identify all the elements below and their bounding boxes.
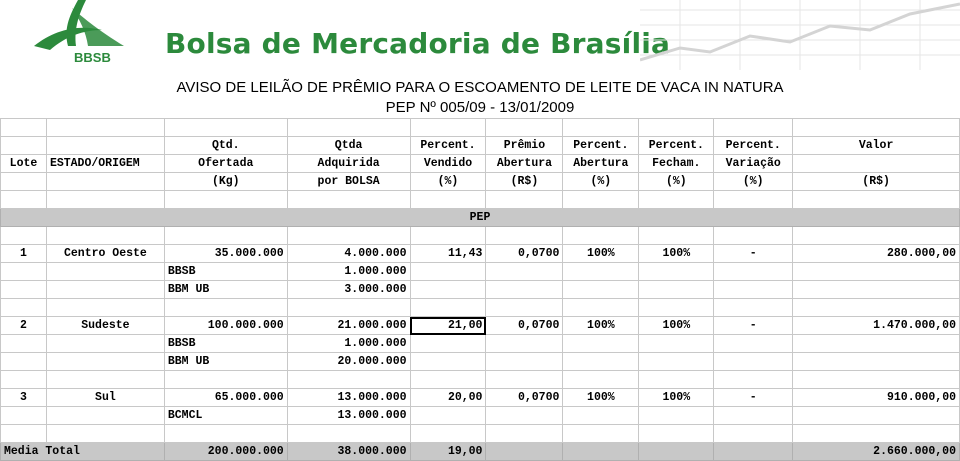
header-cell[interactable]: Lote	[1, 155, 47, 173]
broker-qty-cell[interactable]: 20.000.000	[287, 353, 410, 371]
total-label-cell[interactable]: Media Total	[1, 443, 165, 461]
ofertada-cell[interactable]: 100.000.000	[164, 317, 287, 335]
empty-cell[interactable]	[714, 119, 793, 137]
empty-cell[interactable]	[486, 407, 563, 425]
origem-cell[interactable]: Sudeste	[46, 317, 164, 335]
variacao-cell[interactable]: -	[714, 245, 793, 263]
empty-cell[interactable]	[714, 443, 793, 461]
premio-cell[interactable]: 0,0700	[486, 389, 563, 407]
broker-name-cell[interactable]: BBM UB	[164, 353, 287, 371]
empty-cell[interactable]	[714, 227, 793, 245]
empty-cell[interactable]	[1, 281, 47, 299]
empty-cell[interactable]	[164, 425, 287, 443]
empty-cell[interactable]	[793, 371, 960, 389]
logo-text: BBSB	[74, 50, 111, 65]
empty-cell[interactable]	[1, 191, 47, 209]
broker-qty-cell[interactable]: 1.000.000	[287, 263, 410, 281]
empty-cell[interactable]	[410, 227, 486, 245]
total-ofertada-cell[interactable]: 200.000.000	[164, 443, 287, 461]
empty-cell[interactable]	[793, 227, 960, 245]
empty-cell[interactable]	[793, 119, 960, 137]
empty-cell[interactable]	[793, 191, 960, 209]
lot-row	[1, 317, 960, 335]
empty-row	[1, 191, 960, 209]
broker-name-cell[interactable]: BCMCL	[164, 407, 287, 425]
empty-cell[interactable]	[46, 227, 164, 245]
abertura-cell[interactable]: 100%	[563, 317, 639, 335]
empty-cell[interactable]	[287, 227, 410, 245]
total-row	[1, 443, 960, 461]
empty-cell[interactable]	[287, 425, 410, 443]
empty-row	[1, 371, 960, 389]
header-cell[interactable]	[1, 173, 47, 191]
empty-cell[interactable]	[639, 443, 714, 461]
empty-cell[interactable]	[714, 299, 793, 317]
origem-cell[interactable]: Sul	[46, 389, 164, 407]
header-cell[interactable]: Abertura	[563, 155, 639, 173]
empty-cell[interactable]	[410, 425, 486, 443]
empty-cell[interactable]	[563, 443, 639, 461]
empty-cell[interactable]	[639, 191, 714, 209]
empty-cell[interactable]	[1, 119, 47, 137]
empty-cell[interactable]	[164, 371, 287, 389]
empty-cell[interactable]	[563, 227, 639, 245]
lot-row	[1, 389, 960, 407]
empty-cell[interactable]	[639, 263, 714, 281]
header-cell[interactable]: Abertura	[486, 155, 563, 173]
header-cell[interactable]: Adquirida	[287, 155, 410, 173]
empty-cell[interactable]	[714, 407, 793, 425]
empty-cell[interactable]	[486, 371, 563, 389]
page-header	[0, 0, 960, 118]
empty-cell[interactable]	[714, 353, 793, 371]
empty-cell[interactable]	[714, 335, 793, 353]
empty-cell[interactable]	[793, 353, 960, 371]
empty-cell[interactable]	[714, 191, 793, 209]
adquirida-cell[interactable]: 21.000.000	[287, 317, 410, 335]
empty-cell[interactable]	[46, 119, 164, 137]
header-cell[interactable]: (Kg)	[164, 173, 287, 191]
variacao-cell[interactable]: -	[714, 389, 793, 407]
empty-cell[interactable]	[164, 227, 287, 245]
brand-name: Bolsa de Mercadoria de Brasília	[165, 27, 671, 60]
empty-cell[interactable]	[486, 263, 563, 281]
notice-subtitle: PEP Nº 005/09 - 13/01/2009	[385, 99, 575, 116]
empty-cell[interactable]	[46, 191, 164, 209]
empty-row	[1, 299, 960, 317]
empty-cell[interactable]	[46, 299, 164, 317]
empty-cell[interactable]	[486, 227, 563, 245]
empty-cell[interactable]	[639, 335, 714, 353]
section-band-row	[1, 209, 960, 227]
empty-cell[interactable]	[410, 281, 486, 299]
empty-cell[interactable]	[410, 407, 486, 425]
broker-name-cell[interactable]: BBSB	[164, 335, 287, 353]
empty-cell[interactable]	[639, 353, 714, 371]
header-row	[1, 173, 960, 191]
adquirida-cell[interactable]: 13.000.000	[287, 389, 410, 407]
empty-cell[interactable]	[164, 191, 287, 209]
empty-cell[interactable]	[1, 407, 47, 425]
lote-cell[interactable]: 2	[1, 317, 47, 335]
premio-cell[interactable]: 0,0700	[486, 245, 563, 263]
vendido-cell[interactable]: 11,43	[410, 245, 486, 263]
empty-cell[interactable]	[563, 425, 639, 443]
header-cell[interactable]: Ofertada	[164, 155, 287, 173]
empty-cell[interactable]	[793, 407, 960, 425]
broker-row	[1, 353, 960, 371]
empty-cell[interactable]	[639, 299, 714, 317]
fecham-cell[interactable]: 100%	[639, 389, 714, 407]
header-cell[interactable]: Valor	[793, 137, 960, 155]
empty-cell[interactable]	[410, 191, 486, 209]
valor-cell[interactable]: 280.000,00	[793, 245, 960, 263]
header-cell[interactable]: (%)	[563, 173, 639, 191]
header-row	[1, 137, 960, 155]
empty-cell[interactable]	[793, 281, 960, 299]
empty-cell[interactable]	[486, 299, 563, 317]
valor-cell[interactable]: 1.470.000,00	[793, 317, 960, 335]
section-label[interactable]: PEP	[1, 209, 960, 227]
auction-results-table	[0, 118, 960, 461]
abertura-cell[interactable]: 100%	[563, 389, 639, 407]
empty-cell[interactable]	[46, 407, 164, 425]
empty-cell[interactable]	[714, 281, 793, 299]
notice-title: AVISO DE LEILÃO DE PRÊMIO PARA O ESCOAMENTO DE LEITE DE VACA IN NATURA	[176, 79, 784, 96]
header-cell[interactable]	[46, 173, 164, 191]
header-cell[interactable]: Percent.	[563, 137, 639, 155]
empty-cell[interactable]	[287, 191, 410, 209]
empty-cell[interactable]	[563, 191, 639, 209]
header-row	[1, 155, 960, 173]
empty-cell[interactable]	[46, 371, 164, 389]
header-cell[interactable]: ESTADO/ORIGEM	[46, 155, 164, 173]
origem-cell[interactable]: Centro Oeste	[46, 245, 164, 263]
empty-cell[interactable]	[563, 335, 639, 353]
header-cell[interactable]: Vendido	[410, 155, 486, 173]
empty-cell[interactable]	[486, 425, 563, 443]
empty-row	[1, 425, 960, 443]
empty-cell[interactable]	[1, 263, 47, 281]
empty-cell[interactable]	[639, 281, 714, 299]
empty-cell[interactable]	[486, 443, 563, 461]
fecham-cell[interactable]: 100%	[639, 317, 714, 335]
empty-cell[interactable]	[46, 263, 164, 281]
fecham-cell[interactable]: 100%	[639, 245, 714, 263]
empty-cell[interactable]	[1, 335, 47, 353]
total-vendido-cell[interactable]: 19,00	[410, 443, 486, 461]
header-cell[interactable]: Fecham.	[639, 155, 714, 173]
header-cell[interactable]: (R$)	[486, 173, 563, 191]
empty-cell[interactable]	[410, 353, 486, 371]
ofertada-cell[interactable]: 35.000.000	[164, 245, 287, 263]
empty-cell[interactable]	[1, 371, 47, 389]
empty-cell[interactable]	[714, 371, 793, 389]
empty-cell[interactable]	[714, 263, 793, 281]
header-cell[interactable]: (%)	[410, 173, 486, 191]
empty-cell[interactable]	[639, 119, 714, 137]
empty-cell[interactable]	[164, 119, 287, 137]
empty-cell[interactable]	[1, 227, 47, 245]
broker-qty-cell[interactable]: 1.000.000	[287, 335, 410, 353]
empty-cell[interactable]	[639, 425, 714, 443]
premio-cell[interactable]: 0,0700	[486, 317, 563, 335]
header-cell[interactable]: Prêmio	[486, 137, 563, 155]
header-cell[interactable]: Percent.	[714, 137, 793, 155]
empty-cell[interactable]	[639, 227, 714, 245]
empty-cell[interactable]	[486, 353, 563, 371]
bbsb-logo-icon	[28, 0, 138, 66]
empty-cell[interactable]	[563, 119, 639, 137]
empty-cell[interactable]	[46, 353, 164, 371]
broker-name-cell[interactable]: BBM UB	[164, 281, 287, 299]
lote-cell[interactable]: 1	[1, 245, 47, 263]
empty-cell[interactable]	[486, 119, 563, 137]
empty-row	[1, 227, 960, 245]
empty-cell[interactable]	[410, 335, 486, 353]
header-cell[interactable]	[793, 155, 960, 173]
empty-cell[interactable]	[410, 263, 486, 281]
empty-cell[interactable]	[714, 425, 793, 443]
empty-cell[interactable]	[410, 299, 486, 317]
broker-row	[1, 281, 960, 299]
broker-qty-cell[interactable]: 13.000.000	[287, 407, 410, 425]
empty-cell[interactable]	[287, 119, 410, 137]
header-cell[interactable]: (%)	[639, 173, 714, 191]
vendido-cell[interactable]: 21,00	[410, 317, 486, 335]
empty-cell[interactable]	[46, 425, 164, 443]
adquirida-cell[interactable]: 4.000.000	[287, 245, 410, 263]
header-cell[interactable]: Variação	[714, 155, 793, 173]
empty-cell[interactable]	[639, 407, 714, 425]
empty-cell[interactable]	[793, 299, 960, 317]
empty-cell[interactable]	[164, 299, 287, 317]
broker-qty-cell[interactable]: 3.000.000	[287, 281, 410, 299]
empty-cell[interactable]	[563, 263, 639, 281]
header-cell[interactable]	[1, 137, 47, 155]
empty-cell[interactable]	[793, 335, 960, 353]
ofertada-cell[interactable]: 65.000.000	[164, 389, 287, 407]
empty-cell[interactable]	[486, 281, 563, 299]
broker-row	[1, 407, 960, 425]
trend-chart-decoration-icon	[640, 0, 960, 70]
empty-cell[interactable]	[287, 299, 410, 317]
header-cell[interactable]: Percent.	[410, 137, 486, 155]
empty-cell[interactable]	[486, 335, 563, 353]
empty-cell[interactable]	[410, 371, 486, 389]
empty-cell[interactable]	[46, 335, 164, 353]
empty-cell[interactable]	[563, 299, 639, 317]
empty-cell[interactable]	[410, 119, 486, 137]
header-cell[interactable]: (R$)	[793, 173, 960, 191]
empty-cell[interactable]	[563, 281, 639, 299]
empty-cell[interactable]	[639, 371, 714, 389]
broker-name-cell[interactable]: BBSB	[164, 263, 287, 281]
empty-cell[interactable]	[793, 425, 960, 443]
abertura-cell[interactable]: 100%	[563, 245, 639, 263]
empty-cell[interactable]	[563, 407, 639, 425]
variacao-cell[interactable]: -	[714, 317, 793, 335]
empty-cell[interactable]	[486, 191, 563, 209]
empty-row	[1, 119, 960, 137]
empty-cell[interactable]	[793, 263, 960, 281]
header-cell[interactable]: (%)	[714, 173, 793, 191]
header-cell[interactable]: Qtda	[287, 137, 410, 155]
valor-cell[interactable]: 910.000,00	[793, 389, 960, 407]
lote-cell[interactable]: 3	[1, 389, 47, 407]
broker-row	[1, 335, 960, 353]
empty-cell[interactable]	[563, 353, 639, 371]
header-cell[interactable]: Percent.	[639, 137, 714, 155]
broker-row	[1, 263, 960, 281]
empty-cell[interactable]	[1, 299, 47, 317]
header-cell[interactable]: Qtd.	[164, 137, 287, 155]
header-cell[interactable]: por BOLSA	[287, 173, 410, 191]
total-valor-cell[interactable]: 2.660.000,00	[793, 443, 960, 461]
total-adquirida-cell[interactable]: 38.000.000	[287, 443, 410, 461]
lot-row	[1, 245, 960, 263]
empty-cell[interactable]	[46, 281, 164, 299]
header-cell[interactable]	[46, 137, 164, 155]
empty-cell[interactable]	[287, 371, 410, 389]
empty-cell[interactable]	[1, 425, 47, 443]
empty-cell[interactable]	[1, 353, 47, 371]
empty-cell[interactable]	[563, 371, 639, 389]
vendido-cell[interactable]: 20,00	[410, 389, 486, 407]
